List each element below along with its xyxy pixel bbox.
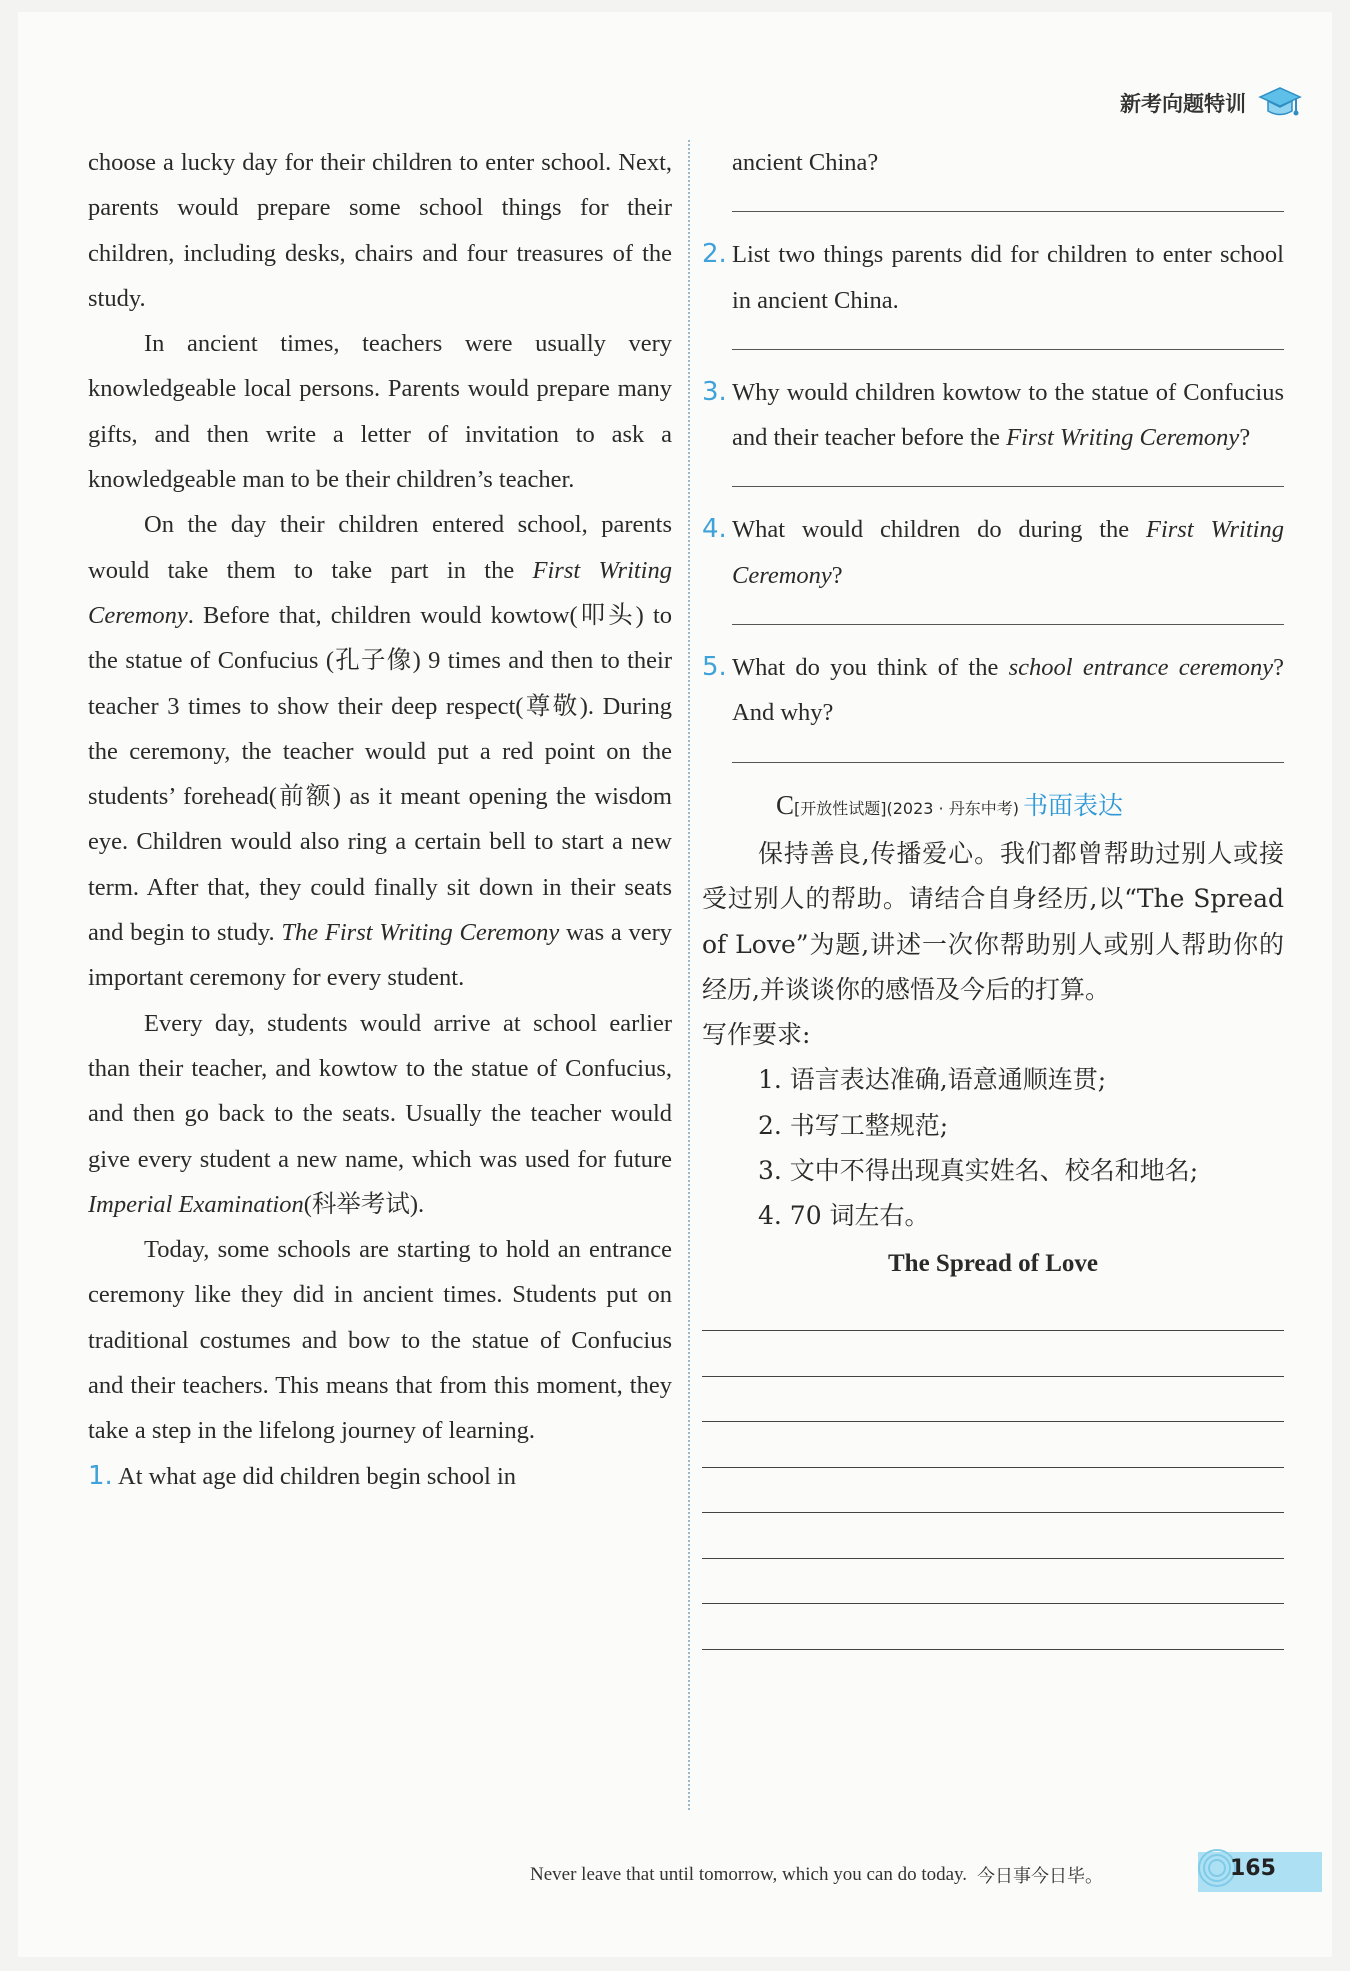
question-4-text-a: What would children do during the	[732, 516, 1146, 544]
paragraph-3-italic-1: First Writing Ceremony	[88, 556, 672, 629]
question-2	[702, 232, 1284, 323]
writing-line[interactable]	[702, 1377, 1284, 1423]
page-header	[1120, 85, 1302, 121]
writing-line[interactable]	[702, 1286, 1284, 1332]
question-3	[702, 370, 1284, 461]
question-5-text-b: ? And why?	[732, 654, 1284, 727]
section-title: 书面表达	[1022, 790, 1123, 820]
writing-prompt: 保持善良,传播爱心。我们都曾帮助过别人或接受过别人的帮助。请结合自身经历,以“The Spread of Love”为题,讲述一次你帮助别人或别人帮助你的经历,并谈谈你的感悟及今后的打算。	[702, 838, 1284, 1004]
header-title: 新考向题特训	[1120, 92, 1246, 116]
requirement-4: 4. 70 词左右。	[758, 1201, 930, 1231]
writing-line[interactable]	[702, 1468, 1284, 1514]
paragraph-4	[88, 1001, 672, 1227]
question-5-number: 5.	[702, 652, 727, 683]
writing-line[interactable]	[702, 1604, 1284, 1650]
paragraph-3	[88, 502, 672, 1000]
requirement-3: 3. 文中不得出现真实姓名、校名和地名;	[758, 1156, 1199, 1186]
answer-line-1[interactable]	[732, 185, 1284, 212]
question-1-number: 1.	[88, 1460, 113, 1491]
writing-line[interactable]	[702, 1559, 1284, 1605]
writing-lines	[702, 1286, 1284, 1650]
paragraph-3-part-b: . Before that, children would kowtow(叩头) to the statue of Confucius (孔子像) 9 times and then to their teacher 3 times to show their deep respect(尊敬). During the ceremony, the teacher would put a red point on the students’ forehead(前额) as it meant opening the wisdom eye. Children would also ring a certain bell to start a new term. After that, they could finally sit down in their seats and begin to study.	[88, 601, 672, 947]
paragraph-5: Today, some schools are starting to hold an entrance ceremony like they did in ancient times. Students put on traditional costumes and bow to the statue of Confucius and their teachers. This means that from this moment, they take a step in the lifelong journey of learning.	[88, 1236, 672, 1445]
paragraph-3-part-a: On the day their children entered school, parents would take them to take part in the	[88, 511, 672, 584]
answer-line-5[interactable]	[732, 736, 1284, 763]
writing-line[interactable]	[702, 1422, 1284, 1468]
graduation-cap-icon	[1258, 85, 1302, 121]
answer-line-4[interactable]	[732, 598, 1284, 625]
question-3-text-a: Why would children kowtow to the statue of Confucius and their teacher before the	[732, 378, 1284, 452]
footer-quote-english: Never leave that until tomorrow, which you can do today.	[530, 1864, 968, 1885]
question-1-text: At what age did children begin school in	[118, 1462, 517, 1490]
writing-line[interactable]	[702, 1513, 1284, 1559]
question-3-text-b: ?	[1239, 424, 1251, 452]
footer-quote-chinese: 今日事今日毕。	[977, 1866, 1104, 1887]
question-4	[702, 507, 1284, 598]
paragraph-4-italic: Imperial Examination	[88, 1190, 304, 1218]
question-2-number: 2.	[702, 239, 727, 270]
question-4-text-b: ?	[831, 561, 843, 589]
requirement-2: 2. 书写工整规范;	[758, 1110, 949, 1140]
answer-line-2[interactable]	[732, 323, 1284, 350]
reading-passage	[88, 140, 672, 1499]
question-1-text-continued: ancient China?	[732, 149, 879, 176]
paragraph-3-italic-2: The First Writing Ceremony	[281, 919, 560, 947]
essay-title: The Spread of Love	[888, 1249, 1098, 1277]
answer-line-3[interactable]	[732, 460, 1284, 487]
question-2-text: List two things parents did for children to enter school in ancient China.	[732, 241, 1284, 314]
page-number: 165	[1230, 1856, 1276, 1881]
writing-line[interactable]	[702, 1331, 1284, 1377]
question-5-italic: school entrance ceremony	[1008, 654, 1274, 682]
section-tag: [开放性试题](2023 · 丹东中考)	[794, 798, 1019, 818]
question-1	[88, 1454, 672, 1499]
requirement-1: 1. 语言表达准确,语意通顺连贯;	[758, 1065, 1107, 1095]
paragraph-4-part-a: Every day, students would arrive at school earlier than their teacher, and kowtow to the statue of Confucius, and then go back to the seats. Usually the teacher would give every student a new name, which was used for future	[88, 1009, 672, 1173]
question-5	[702, 645, 1284, 736]
question-1-continued	[702, 140, 1284, 185]
section-letter: C	[776, 789, 795, 820]
paragraph-1: choose a lucky day for their children to enter school. Next, parents would prepare some school things for their children, including desks, chairs and four treasures of the study.	[88, 149, 672, 312]
questions-column	[702, 140, 1284, 1650]
question-5-text-a: What do you think of the	[732, 654, 1009, 682]
question-3-number: 3.	[702, 376, 727, 407]
footer-quote	[530, 1862, 1103, 1888]
paragraph-4-part-b: (科举考试).	[303, 1190, 425, 1218]
question-4-italic: First Writing Ceremony	[732, 516, 1284, 589]
requirements-title: 写作要求:	[702, 1020, 811, 1050]
question-3-italic: First Writing Ceremony	[1006, 424, 1240, 452]
paragraph-2: In ancient times, teachers were usually very knowledgeable local persons. Parents would prepare many gifts, and then write a letter of invitation to ask a knowledgeable man to be their children’s teacher.	[88, 330, 672, 494]
paragraph-3-part-c: was a very important ceremony for every student.	[88, 919, 672, 992]
question-4-number: 4.	[702, 514, 727, 545]
column-divider	[688, 140, 690, 1810]
section-c-heading	[702, 783, 1284, 831]
